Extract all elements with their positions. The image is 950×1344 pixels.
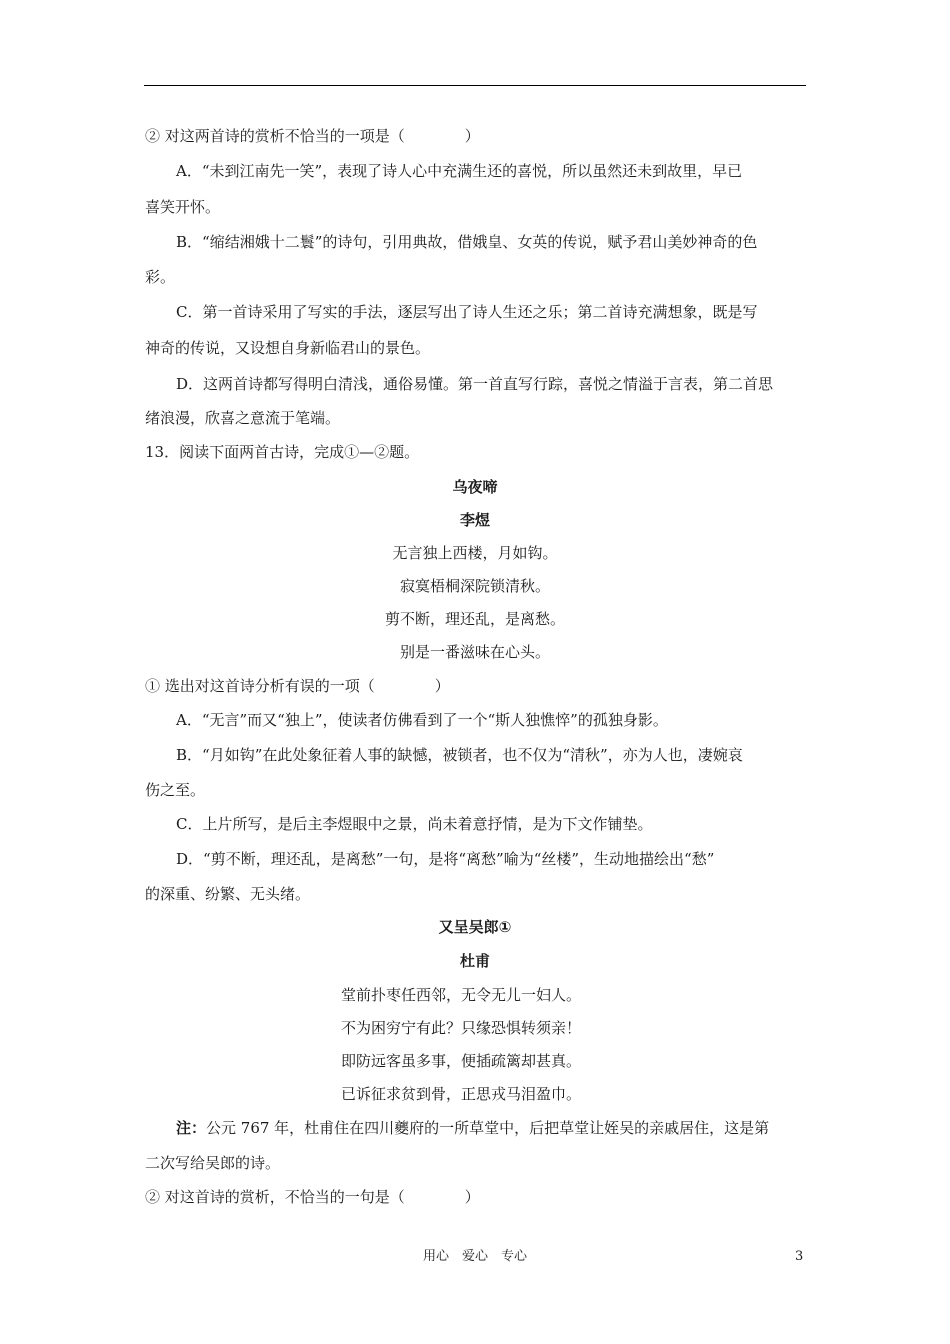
q13-part1-option-b-cont: 伤之至。	[145, 781, 206, 799]
poem2-line: 不为困穷宁有此？只缘恐惧转须亲！	[341, 1019, 582, 1037]
poem1-line: 别是一番滋味在心头。	[399, 643, 550, 661]
q13-part2-stem: ② 对这首诗的赏析，不恰当的一句是（ ）	[145, 1188, 480, 1206]
note-text-cont: 二次写给吴郎的诗。	[145, 1154, 281, 1172]
q13-part1-option-c: C．上片所写，是后主李煜眼中之景，尚未着意抒情，是为下文作铺垫。	[176, 815, 653, 833]
q13-part1-option-d: D．“剪不断，理还乱，是离愁”一句，是将“离愁”喻为“丝楼”，生动地描绘出“愁”	[176, 850, 715, 868]
header-rule	[144, 85, 806, 86]
poem1-title: 乌夜啼	[452, 478, 498, 496]
poem2-line: 已诉征求贫到骨，正思戎马泪盈巾。	[341, 1085, 582, 1103]
q12-option-c-cont: 神奇的传说，又设想自身新临君山的景色。	[145, 339, 431, 357]
q12-part2-stem: ② 对这两首诗的赏析不恰当的一项是（ ）	[145, 127, 480, 145]
q13-part1-option-b: B．“月如钩”在此处象征着人事的缺憾，被锁者，也不仅为“清秋”，亦为人也，凄婉哀	[176, 746, 743, 764]
poem2-author: 杜甫	[459, 952, 490, 970]
q12-option-b: B．“缩结湘娥十二鬟”的诗句，引用典故，借娥皇、女英的传说，赋予君山美妙神奇的色	[176, 233, 758, 251]
q12-option-b-cont: 彩。	[145, 268, 176, 286]
q12-option-d-cont: 绪浪漫，欣喜之意流于笔端。	[145, 409, 341, 427]
q13-heading: 13．阅读下面两首古诗，完成①—②题。	[145, 443, 420, 461]
poem1-line: 剪不断，理还乱，是离愁。	[384, 610, 565, 628]
q13-part1-option-d-cont: 的深重、纷繁、无头绪。	[145, 885, 311, 903]
poem1-line: 无言独上西楼，月如钩。	[392, 544, 558, 562]
page-number: 3	[795, 1249, 804, 1264]
poem2-title: 又呈吴郎①	[438, 918, 512, 936]
q12-option-a: A．“未到江南先一笑”，表现了诗人心中充满生还的喜悦，所以虽然还未到故里，早已	[176, 162, 743, 180]
q12-option-a-cont: 喜笑开怀。	[145, 198, 221, 216]
q12-option-d: D．这两首诗都写得明白清浅，通俗易懂。第一首直写行踪，喜悦之情溢于言表，第二首思	[176, 375, 774, 393]
footer-slogan: 用心 爱心 专心	[422, 1249, 527, 1264]
poem1-author: 李煜	[459, 511, 490, 529]
q13-part1-stem: ① 选出对这首诗分析有误的一项（ ）	[145, 677, 450, 695]
poem2-line: 即防远客虽多事，便插疏篱却甚真。	[341, 1052, 582, 1070]
note-label: 注：	[176, 1119, 207, 1137]
q12-option-c: C．第一首诗采用了写实的手法，逐层写出了诗人生还之乐；第二首诗充满想象，既是写	[176, 303, 758, 321]
note-paragraph	[176, 1118, 769, 1138]
poem2-line: 堂前扑枣任西邻，无令无儿一妇人。	[341, 986, 582, 1004]
note-text: 公元 767 年，杜甫住在四川夔府的一所草堂中，后把草堂让姪吴的亲戚居住，这是第	[206, 1119, 770, 1137]
poem1-line: 寂寞梧桐深院锁清秋。	[399, 577, 550, 595]
q13-part1-option-a: A．“无言”而又“独上”，使读者仿佛看到了一个“斯人独憔悴”的孤独身影。	[176, 711, 668, 729]
